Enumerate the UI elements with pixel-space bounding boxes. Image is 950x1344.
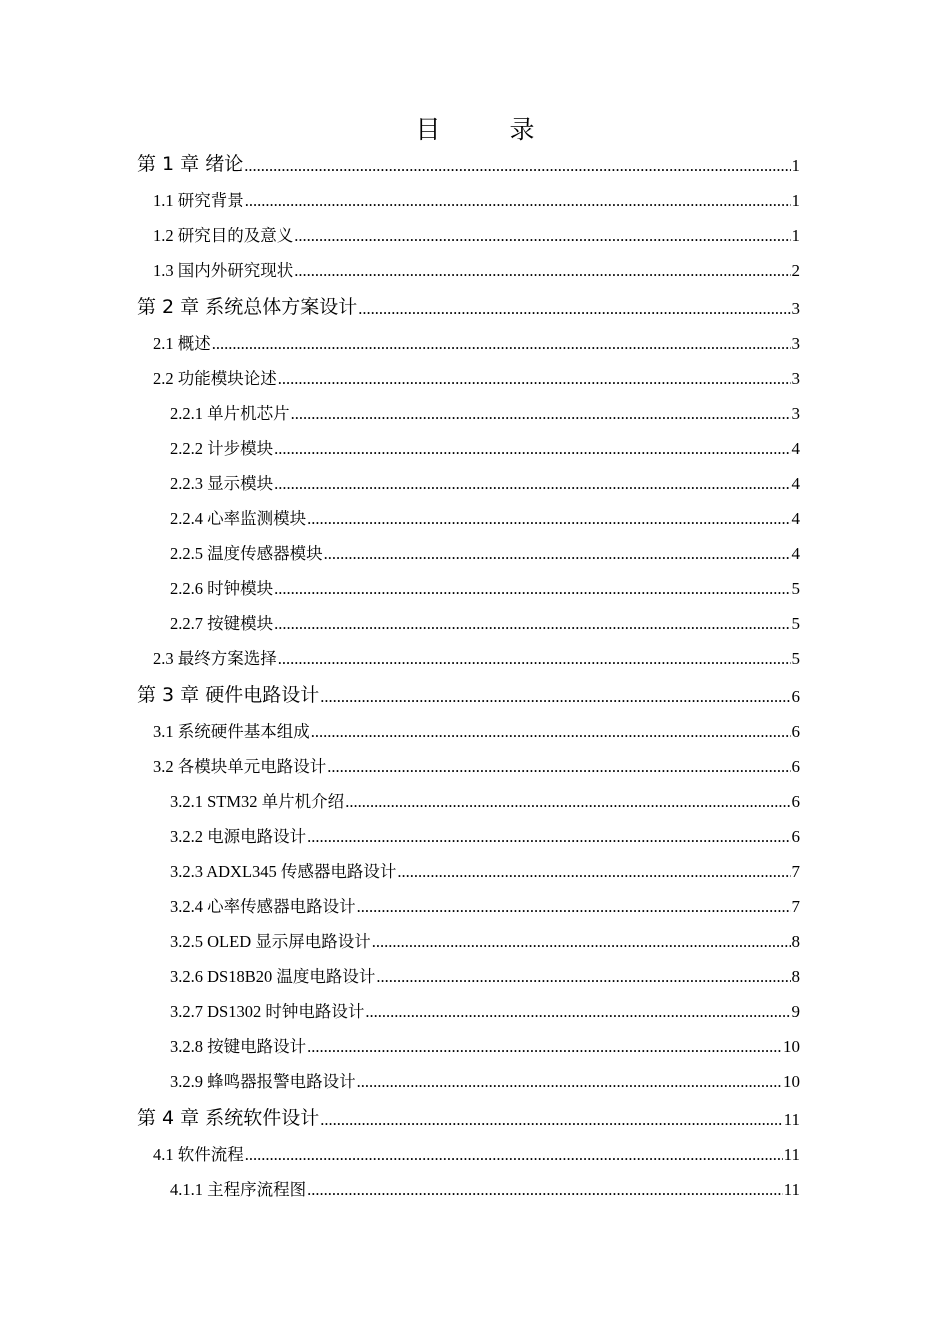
toc-entry-label: 4.1 软件流程: [153, 1145, 244, 1164]
toc-entry-label: 3.2 各模块单元电路设计: [153, 757, 327, 776]
toc-entry-level-3[interactable]: [170, 780, 800, 815]
toc-entry-page-number: 3: [791, 334, 800, 353]
toc-entry-label: 2.2.5 温度传感器模块: [170, 544, 323, 563]
dot-leader: [397, 864, 790, 882]
toc-entry-label: 3.2.6 DS18B20 温度电路设计: [170, 967, 376, 986]
toc-entry-page-number: 5: [791, 579, 800, 598]
toc-entry-level-3[interactable]: [170, 920, 800, 955]
toc-entry-label: 3.2.2 电源电路设计: [170, 827, 307, 846]
toc-entry-level-3[interactable]: [170, 815, 800, 850]
toc-entry-page-number: 5: [791, 649, 800, 668]
toc-entry-page-number: 8: [791, 967, 800, 986]
dot-leader: [294, 263, 790, 281]
toc-entry-page-number: 5: [791, 614, 800, 633]
toc-entry-level-3[interactable]: [170, 850, 800, 885]
toc-entry-level-3[interactable]: [170, 990, 800, 1025]
toc-entry-label: 4.1.1 主程序流程图: [170, 1180, 307, 1199]
toc-entry-level-1[interactable]: [137, 672, 800, 710]
toc-entry-label: 2.2.7 按键模块: [170, 614, 274, 633]
toc-entry-level-3[interactable]: [170, 427, 800, 462]
toc-entry-label: 2.2.4 心率监测模块: [170, 509, 307, 528]
dot-leader: [274, 616, 790, 634]
toc-entry-label: 1.1 研究背景: [153, 191, 244, 210]
dot-leader: [320, 1109, 782, 1130]
table-of-contents: [0, 141, 950, 1203]
toc-entry-label: 3.2.7 DS1302 时钟电路设计: [170, 1002, 365, 1021]
toc-entry-page-number: 4: [791, 474, 800, 493]
toc-entry-page-number: 11: [783, 1145, 800, 1164]
toc-entry-page-number: 6: [791, 687, 800, 706]
toc-entry-level-3[interactable]: [170, 1060, 800, 1095]
dot-leader: [245, 193, 791, 211]
toc-entry-level-2[interactable]: [153, 179, 800, 214]
dot-leader: [376, 969, 790, 987]
dot-leader: [372, 934, 791, 952]
dot-leader: [274, 441, 790, 459]
dot-leader: [244, 155, 790, 176]
toc-entry-label: 第 4 章 系统软件设计: [137, 1107, 320, 1129]
toc-entry-level-3[interactable]: [170, 497, 800, 532]
dot-leader: [311, 724, 791, 742]
toc-entry-page-number: 7: [791, 862, 800, 881]
toc-entry-label: 3.2.5 OLED 显示屏电路设计: [170, 932, 371, 951]
toc-entry-level-3[interactable]: [170, 955, 800, 990]
toc-entry-page-number: 10: [783, 1037, 800, 1056]
toc-entry-level-3[interactable]: [170, 392, 800, 427]
toc-entry-level-3[interactable]: [170, 1168, 800, 1203]
toc-entry-level-1[interactable]: [137, 284, 800, 322]
dot-leader: [307, 511, 790, 529]
toc-entry-label: 2.3 最终方案选择: [153, 649, 277, 668]
dot-leader: [320, 686, 790, 707]
toc-entry-page-number: 9: [791, 1002, 800, 1021]
dot-leader: [278, 371, 791, 389]
toc-entry-page-number: 7: [791, 897, 800, 916]
toc-entry-level-2[interactable]: [153, 249, 800, 284]
toc-title: 目 录: [415, 115, 557, 144]
toc-entry-page-number: 2: [791, 261, 800, 280]
toc-entry-label: 1.2 研究目的及意义: [153, 226, 294, 245]
dot-leader: [274, 476, 790, 494]
toc-entry-level-2[interactable]: [153, 637, 800, 672]
toc-entry-page-number: 4: [791, 509, 800, 528]
toc-entry-label: 2.2.2 计步模块: [170, 439, 274, 458]
toc-entry-label: 3.2.4 心率传感器电路设计: [170, 897, 356, 916]
toc-entry-label: 3.2.9 蜂鸣器报警电路设计: [170, 1072, 356, 1091]
toc-entry-label: 3.2.1 STM32 单片机介绍: [170, 792, 345, 811]
dot-leader: [307, 1039, 782, 1057]
dot-leader: [365, 1004, 790, 1022]
toc-entry-page-number: 4: [791, 544, 800, 563]
toc-entry-label: 2.2.3 显示模块: [170, 474, 274, 493]
dot-leader: [291, 406, 791, 424]
toc-entry-level-2[interactable]: [153, 1133, 800, 1168]
dot-leader: [278, 651, 791, 669]
toc-entry-label: 1.3 国内外研究现状: [153, 261, 294, 280]
toc-entry-label: 2.2 功能模块论述: [153, 369, 277, 388]
toc-entry-level-2[interactable]: [153, 322, 800, 357]
toc-entry-level-3[interactable]: [170, 885, 800, 920]
dot-leader: [274, 581, 790, 599]
dot-leader: [327, 759, 790, 777]
toc-entry-page-number: 1: [791, 156, 800, 175]
dot-leader: [307, 1182, 783, 1200]
toc-entry-page-number: 6: [791, 792, 800, 811]
dot-leader: [357, 1074, 782, 1092]
toc-entry-page-number: 3: [791, 299, 800, 318]
toc-entry-level-3[interactable]: [170, 602, 800, 637]
toc-entry-page-number: 6: [791, 827, 800, 846]
dot-leader: [245, 1147, 783, 1165]
dot-leader: [357, 899, 791, 917]
toc-entry-level-2[interactable]: [153, 710, 800, 745]
toc-entry-level-2[interactable]: [153, 357, 800, 392]
toc-entry-level-3[interactable]: [170, 462, 800, 497]
toc-entry-level-1[interactable]: [137, 1095, 800, 1133]
toc-entry-label: 2.2.1 单片机芯片: [170, 404, 290, 423]
toc-entry-page-number: 6: [791, 757, 800, 776]
toc-entry-page-number: 1: [791, 226, 800, 245]
toc-entry-level-3[interactable]: [170, 1025, 800, 1060]
toc-entry-level-2[interactable]: [153, 214, 800, 249]
toc-entry-page-number: 4: [791, 439, 800, 458]
toc-entry-label: 第 2 章 系统总体方案设计: [137, 296, 358, 318]
dot-leader: [324, 546, 791, 564]
toc-entry-label: 2.2.6 时钟模块: [170, 579, 274, 598]
dot-leader: [358, 298, 790, 319]
toc-entry-label: 第 3 章 硬件电路设计: [137, 684, 320, 706]
toc-entry-label: 3.1 系统硬件基本组成: [153, 722, 310, 741]
toc-entry-page-number: 1: [791, 191, 800, 210]
toc-entry-level-1[interactable]: [137, 141, 800, 179]
toc-entry-page-number: 10: [783, 1072, 800, 1091]
toc-entry-label: 3.2.8 按键电路设计: [170, 1037, 307, 1056]
toc-entry-level-3[interactable]: [170, 532, 800, 567]
dot-leader: [212, 336, 791, 354]
toc-entry-level-3[interactable]: [170, 567, 800, 602]
toc-entry-page-number: 11: [783, 1110, 800, 1129]
toc-entry-page-number: 11: [783, 1180, 800, 1199]
toc-entry-page-number: 3: [791, 369, 800, 388]
dot-leader: [345, 794, 790, 812]
toc-entry-label: 第 1 章 绪论: [137, 153, 244, 175]
dot-leader: [294, 228, 790, 246]
toc-entry-level-2[interactable]: [153, 745, 800, 780]
dot-leader: [307, 829, 790, 847]
toc-entry-label: 2.1 概述: [153, 334, 211, 353]
toc-entry-page-number: 8: [791, 932, 800, 951]
toc-entry-label: 3.2.3 ADXL345 传感器电路设计: [170, 862, 397, 881]
toc-entry-page-number: 6: [791, 722, 800, 741]
toc-entry-page-number: 3: [791, 404, 800, 423]
